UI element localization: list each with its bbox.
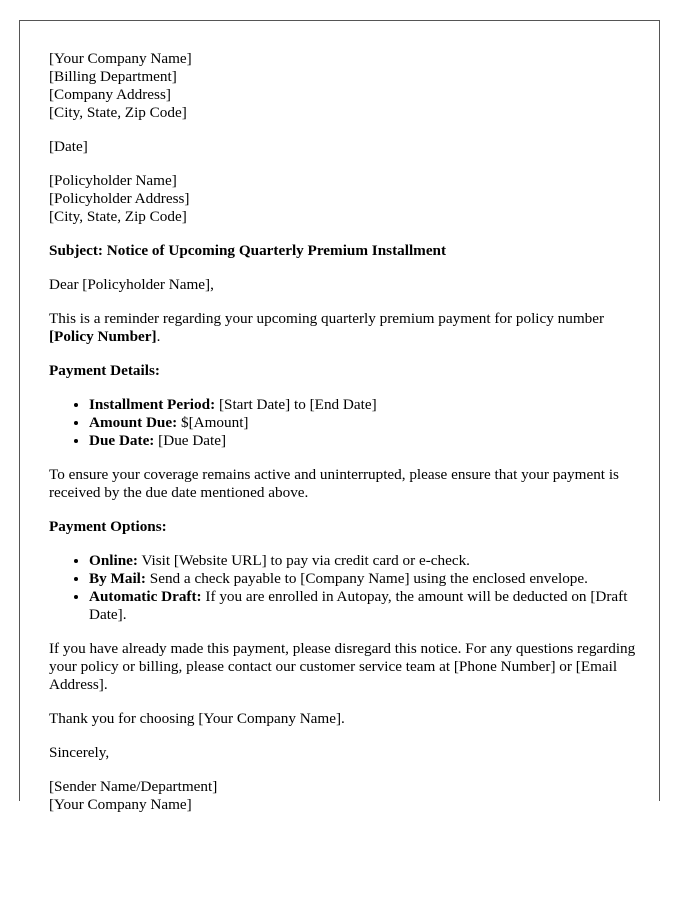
automatic-draft-label: Automatic Draft: [89, 588, 202, 605]
payment-details-list [49, 396, 639, 450]
list-item [89, 588, 639, 624]
amount-due-label: Amount Due: [89, 414, 178, 431]
signature-sender: [Sender Name/Department] [49, 778, 218, 795]
letter-content [49, 50, 639, 830]
sender-company-name: [Your Company Name] [49, 50, 192, 67]
policy-number: [Policy Number] [49, 328, 157, 345]
amount-due-value: $[Amount] [177, 414, 249, 431]
payment-options-heading [49, 518, 639, 536]
payment-details-heading [49, 362, 639, 380]
letter-date [49, 138, 639, 156]
signature-company: [Your Company Name] [49, 796, 192, 813]
sender-address-block [49, 50, 639, 122]
closing-line: Sincerely, [49, 744, 110, 761]
thanks-line: Thank you for choosing [Your Company Name]. [49, 710, 345, 727]
subject-text: Subject: Notice of Upcoming Quarterly Premium Installment [49, 242, 447, 259]
intro-end: . [156, 328, 161, 345]
signature-block [49, 778, 639, 814]
recipient-city-state-zip: [City, State, Zip Code] [49, 208, 187, 225]
sender-address: [Company Address] [49, 86, 171, 103]
recipient-name: [Policyholder Name] [49, 172, 177, 189]
date-text: [Date] [49, 138, 88, 155]
subject-line [49, 242, 639, 260]
payment-details-heading-text: Payment Details: [49, 362, 160, 379]
list-item [89, 570, 639, 588]
sender-department: [Billing Department] [49, 68, 177, 85]
payment-options-list [49, 552, 639, 624]
list-item [89, 432, 639, 450]
disregard-paragraph: If you have already made this payment, please disregard this notice. For any questions regarding your policy or billing, please contact our customer service team at [Phone Number] or [Email Address]. [49, 640, 636, 693]
online-label: Online: [89, 552, 138, 569]
sender-city-state-zip: [City, State, Zip Code] [49, 104, 187, 121]
by-mail-value: Send a check payable to [Company Name] using the enclosed envelope. [145, 570, 588, 587]
due-date-label: Due Date: [89, 432, 155, 449]
list-item [89, 414, 639, 432]
online-value: Visit [Website URL] to pay via credit card or e-check. [137, 552, 470, 569]
installment-period-label: Installment Period: [89, 396, 216, 413]
payment-options-heading-text: Payment Options: [49, 518, 167, 535]
automatic-draft-value: If you are enrolled in Autopay, the amount will be deducted on [Draft Date]. [89, 588, 628, 623]
salutation: Dear [Policyholder Name], [49, 276, 214, 293]
recipient-address: [Policyholder Address] [49, 190, 190, 207]
recipient-address-block [49, 172, 639, 226]
intro-text: This is a reminder regarding your upcoming quarterly premium payment for policy number [49, 310, 605, 327]
intro-paragraph [49, 310, 639, 346]
by-mail-label: By Mail: [89, 570, 146, 587]
due-date-value: [Due Date] [154, 432, 227, 449]
list-item [89, 552, 639, 570]
installment-period-value: [Start Date] to [End Date] [215, 396, 377, 413]
letter-page [19, 20, 660, 813]
coverage-paragraph: To ensure your coverage remains active and uninterrupted, please ensure that your payment is received by the due date mentioned above. [49, 466, 619, 501]
list-item [89, 396, 639, 414]
